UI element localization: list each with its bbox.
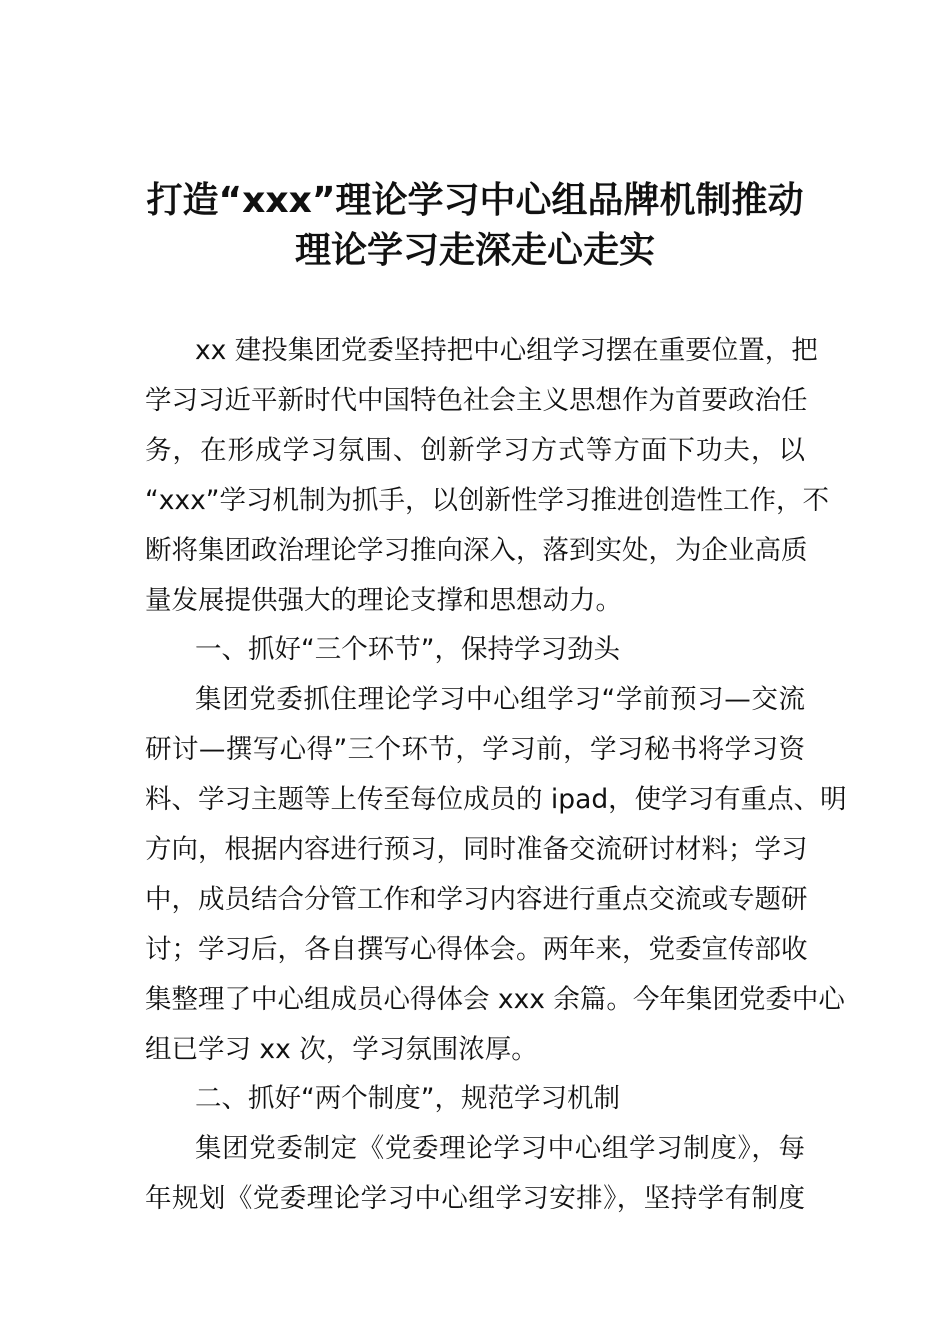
paragraph-1-line: 断将集团政治理论学习推向深入，落到实处，为企业高质	[145, 535, 808, 566]
document-title-line-2: 理论学习走深走心走实	[294, 230, 655, 271]
section-heading-1: 一、抓好“三个环节”，保持学习劲头	[195, 634, 620, 665]
paragraph-2-line: 集团党委抓住理论学习中心组学习“学前预习—交流	[195, 684, 805, 715]
paragraph-2-line: 组已学习 xx 次，学习氛围浓厚。	[145, 1034, 538, 1065]
paragraph-1-line: “xxx”学习机制为抓手，以创新性学习推进创造性工作，不	[145, 485, 830, 516]
paragraph-2-line: 方向，根据内容进行预习，同时准备交流研讨材料；学习	[145, 834, 808, 865]
paragraph-3-line: 年规划《党委理论学习中心组学习安排》，坚持学有制度	[145, 1183, 805, 1214]
paragraph-1-line: xx 建投集团党委坚持把中心组学习摆在重要位置，把	[195, 335, 818, 366]
paragraph-2-line: 集整理了中心组成员心得体会 xxx 余篇。今年集团党委中心	[145, 984, 845, 1015]
paragraph-1-line: 量发展提供强大的理论支撑和思想动力。	[145, 585, 622, 616]
section-heading-2: 二、抓好“两个制度”，规范学习机制	[195, 1083, 620, 1114]
paragraph-3-line: 集团党委制定《党委理论学习中心组学习制度》，每	[195, 1133, 805, 1164]
paragraph-2-line: 研讨—撰写心得”三个环节，学习前，学习秘书将学习资	[145, 734, 805, 765]
paragraph-2-line: 中，成员结合分管工作和学习内容进行重点交流或专题研	[145, 884, 808, 915]
paragraph-2-line: 讨；学习后，各自撰写心得体会。两年来，党委宣传部收	[145, 934, 808, 965]
paragraph-1-line: 学习习近平新时代中国特色社会主义思想作为首要政治任	[145, 385, 808, 416]
paragraph-2-line: 料、学习主题等上传至每位成员的 ipad，使学习有重点、明	[145, 784, 847, 815]
paragraph-1-line: 务，在形成学习氛围、创新学习方式等方面下功夫，以	[145, 435, 805, 466]
document-title-line-1: 打造“xxx”理论学习中心组品牌机制推动	[146, 180, 804, 221]
